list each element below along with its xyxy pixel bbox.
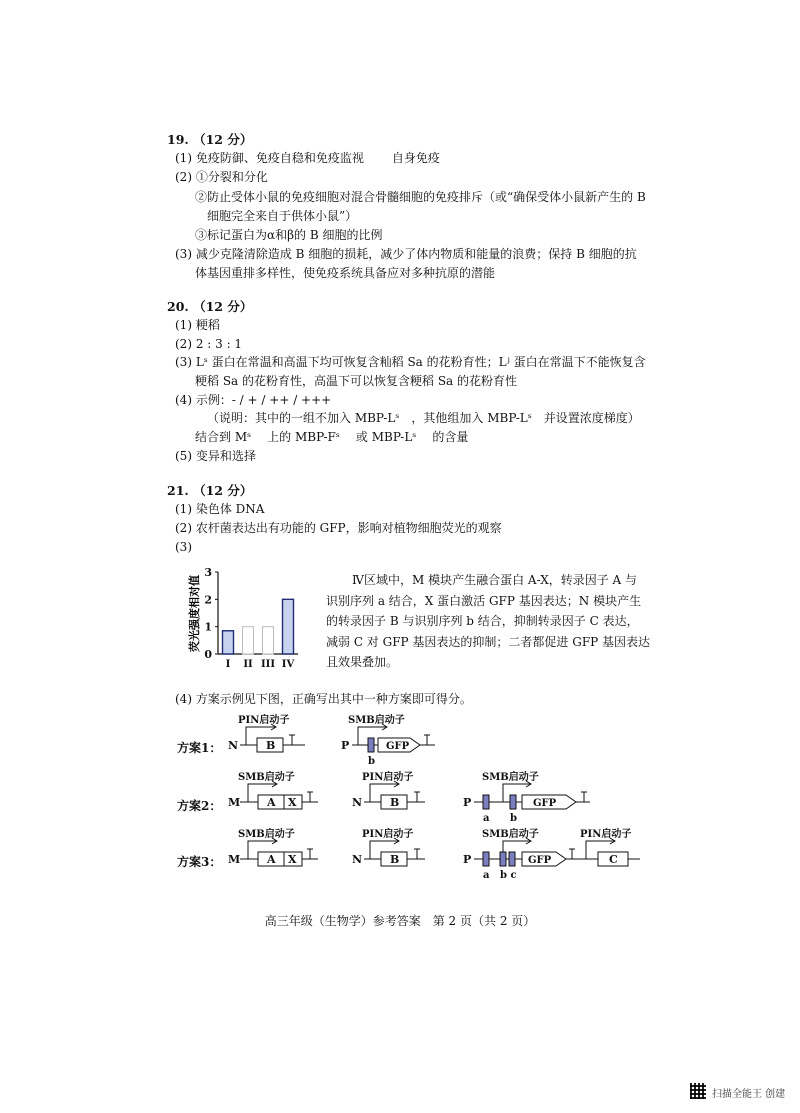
- q19-line2: (2) ①分裂和分化: [175, 170, 268, 184]
- s1-P-seq-b-label: b: [368, 756, 375, 767]
- s2-M-letter: M: [228, 796, 241, 809]
- q19-line5: ③标记蛋白为α和β的 B 细胞的比例: [195, 228, 383, 242]
- q19-line6: (3) 减少克隆清除造成 B 细胞的损耗，减少了体内物质和能量的浪费；保持 B 细胞的抗: [175, 247, 637, 261]
- s2-N-terminator: [414, 792, 420, 802]
- q21-text1: Ⅳ区域中，M 模块产生融合蛋白 A-X，转录因子 A 与: [352, 573, 638, 587]
- s3-N-terminator: [414, 849, 420, 859]
- chart-x-tick-label-III: III: [260, 659, 276, 670]
- s2-N-promoter-label: PIN启动子: [362, 772, 414, 783]
- q20-line2: (2) 2 : 3 : 1: [175, 337, 243, 351]
- s2-P-seq-b: [510, 795, 516, 809]
- s3-N-gene-B-label: B: [390, 853, 400, 866]
- chart-y-tick-label-0: 0: [204, 648, 212, 661]
- q20-line6: （说明：其中的一组不加入 MBP-Lˢ ，其他组加入 MBP-Lˢ 并设置浓度梯度）: [207, 411, 640, 425]
- s3-M-gene-A-label: A: [267, 853, 276, 866]
- s3-M-letter: M: [228, 853, 241, 866]
- chart-x-tick-label-I: I: [225, 659, 231, 670]
- s1-N-promoter-label: PIN启动子: [238, 715, 290, 726]
- q19-line7: 体基因重排多样性，使免疫系统具备应对多种抗原的潜能: [195, 266, 496, 280]
- s3-P-pin-promoter-label: PIN启动子: [580, 829, 632, 840]
- s1-P-promoter-label: SMB启动子: [348, 715, 405, 726]
- s2-P-gfp-label: GFP: [533, 798, 557, 809]
- q20-l7b: 上的 MBP-Fˢ: [267, 430, 340, 444]
- chart-y-tick-label-1: 1: [204, 620, 212, 634]
- q19-heading: 19. （12 分）: [167, 132, 253, 147]
- s1-N-gene-B-label: B: [266, 739, 276, 752]
- s3-N-letter: N: [352, 853, 363, 866]
- s3-P-seq-bc-label: b c: [500, 870, 517, 881]
- s2-N-gene-B-label: B: [390, 796, 400, 809]
- s1-N-terminator: [289, 735, 295, 745]
- s3-P-seq-b: [500, 852, 506, 866]
- s3-P-gene-C-label: C: [609, 853, 618, 866]
- s3-M-gene-X-label: X: [288, 853, 297, 866]
- q20-line5: (4) 示例：- / + / ++ / +++: [175, 393, 332, 407]
- q21-text3: 的转录因子 B 与识别序列 b 结合，抑制转录因子 C 表达，: [326, 614, 639, 628]
- s2-M-gene-A-label: A: [267, 796, 276, 809]
- s2-P-promoter-label: SMB启动子: [482, 772, 539, 783]
- q20-line1: (1) 粳稻: [175, 318, 220, 332]
- q20-l7c: 或 MBP-Lˢ: [355, 430, 417, 444]
- q20-line4: 粳稻 Sa 的花粉育性，高温下可以恢复含粳稻 Sa 的花粉育性: [195, 374, 518, 388]
- s2-P-terminator: [581, 792, 587, 802]
- q20-heading: 20. （12 分）: [167, 299, 253, 314]
- s2-M-promoter-label: SMB启动子: [238, 772, 295, 783]
- s3-P-seq-a: [483, 852, 489, 866]
- q20-l7d: 的含量: [432, 430, 469, 444]
- s1-P-seq-b: [368, 738, 374, 752]
- s1-P-gfp-label: GFP: [386, 741, 410, 752]
- s3-P-letter: P: [463, 853, 472, 866]
- s1-P-letter: P: [341, 739, 350, 752]
- scheme1-label: 方案1：: [177, 741, 222, 755]
- chart-y-axis-label: 荧光强度相对值: [188, 575, 201, 652]
- s3-P-terminator-1: [569, 849, 575, 859]
- q19-line4: 细胞完全来自于供体小鼠”）: [207, 209, 358, 223]
- q21-line4: (4) 方案示例见下图，正确写出其中一种方案即可得分。: [175, 692, 472, 706]
- s1-N-letter: N: [228, 739, 239, 752]
- q21-heading: 21. （12 分）: [167, 483, 253, 498]
- scheme3-label: 方案3：: [177, 855, 222, 869]
- s3-P-promoter-label: SMB启动子: [482, 829, 539, 840]
- s2-M-terminator: [307, 792, 313, 802]
- s3-P-gfp-label: GFP: [528, 855, 552, 866]
- q19-l1b: 自身免疫: [391, 151, 440, 165]
- q21-text2: 识别序列 a 结合，X 蛋白激活 GFP 基因表达；N 模块产生: [326, 593, 642, 608]
- q21-text5: 且效果叠加。: [326, 655, 399, 669]
- chart-x-tick-label-IV: IV: [281, 659, 295, 670]
- chart-y-tick-label-3: 3: [204, 566, 212, 579]
- q20-line8: (5) 变异和选择: [175, 449, 256, 463]
- s3-M-promoter-label: SMB启动子: [238, 829, 295, 840]
- s1-P-terminator: [424, 735, 430, 745]
- s2-P-seq-a: [483, 795, 489, 809]
- q21-line1: (1) 染色体 DNA: [175, 502, 265, 516]
- q20-l7a: 结合到 Mˢ: [195, 430, 252, 444]
- q21-line3: (3): [175, 540, 192, 554]
- s3-P-seq-a-label: a: [483, 870, 490, 881]
- s2-M-gene-X-label: X: [288, 796, 297, 809]
- s3-M-terminator: [307, 849, 313, 859]
- qr-code-icon: [690, 1083, 706, 1099]
- q19-l1: (1) 免疫防御、免疫自稳和免疫监视: [175, 151, 364, 165]
- chart-y-tick-label-2: 2: [204, 593, 212, 607]
- s2-P-seq-a-label: a: [483, 813, 490, 824]
- q21-text4: 减弱 C 对 GFP 基因表达的抑制；二者都促进 GFP 基因表达: [326, 634, 651, 649]
- s3-P-seq-c: [509, 852, 515, 866]
- q21-line2: (2) 农杆菌表达出有功能的 GFP，影响对植物细胞荧光的观察: [175, 521, 502, 535]
- s3-N-promoter-label: PIN启动子: [362, 829, 414, 840]
- q20-line3: (3) Lˢ 蛋白在常温和高温下均可恢复含籼稻 Sa 的花粉育性；Lʲ 蛋白在常温下不能恢复含: [175, 355, 646, 369]
- scanner-watermark: 扫描全能王 创建: [712, 1089, 786, 1100]
- chart-x-tick-label-II: II: [243, 659, 253, 670]
- s2-P-letter: P: [463, 796, 472, 809]
- scheme2-label: 方案2：: [177, 799, 222, 813]
- s2-P-seq-b-label: b: [510, 813, 517, 824]
- q19-line3: ②防止受体小鼠的免疫细胞对混合骨髓细胞的免疫排斥（或“确保受体小鼠新产生的 B: [195, 190, 646, 204]
- page-footer: 高三年级（生物学）参考答案 第 2 页（共 2 页）: [264, 914, 536, 928]
- s2-N-letter: N: [352, 796, 363, 809]
